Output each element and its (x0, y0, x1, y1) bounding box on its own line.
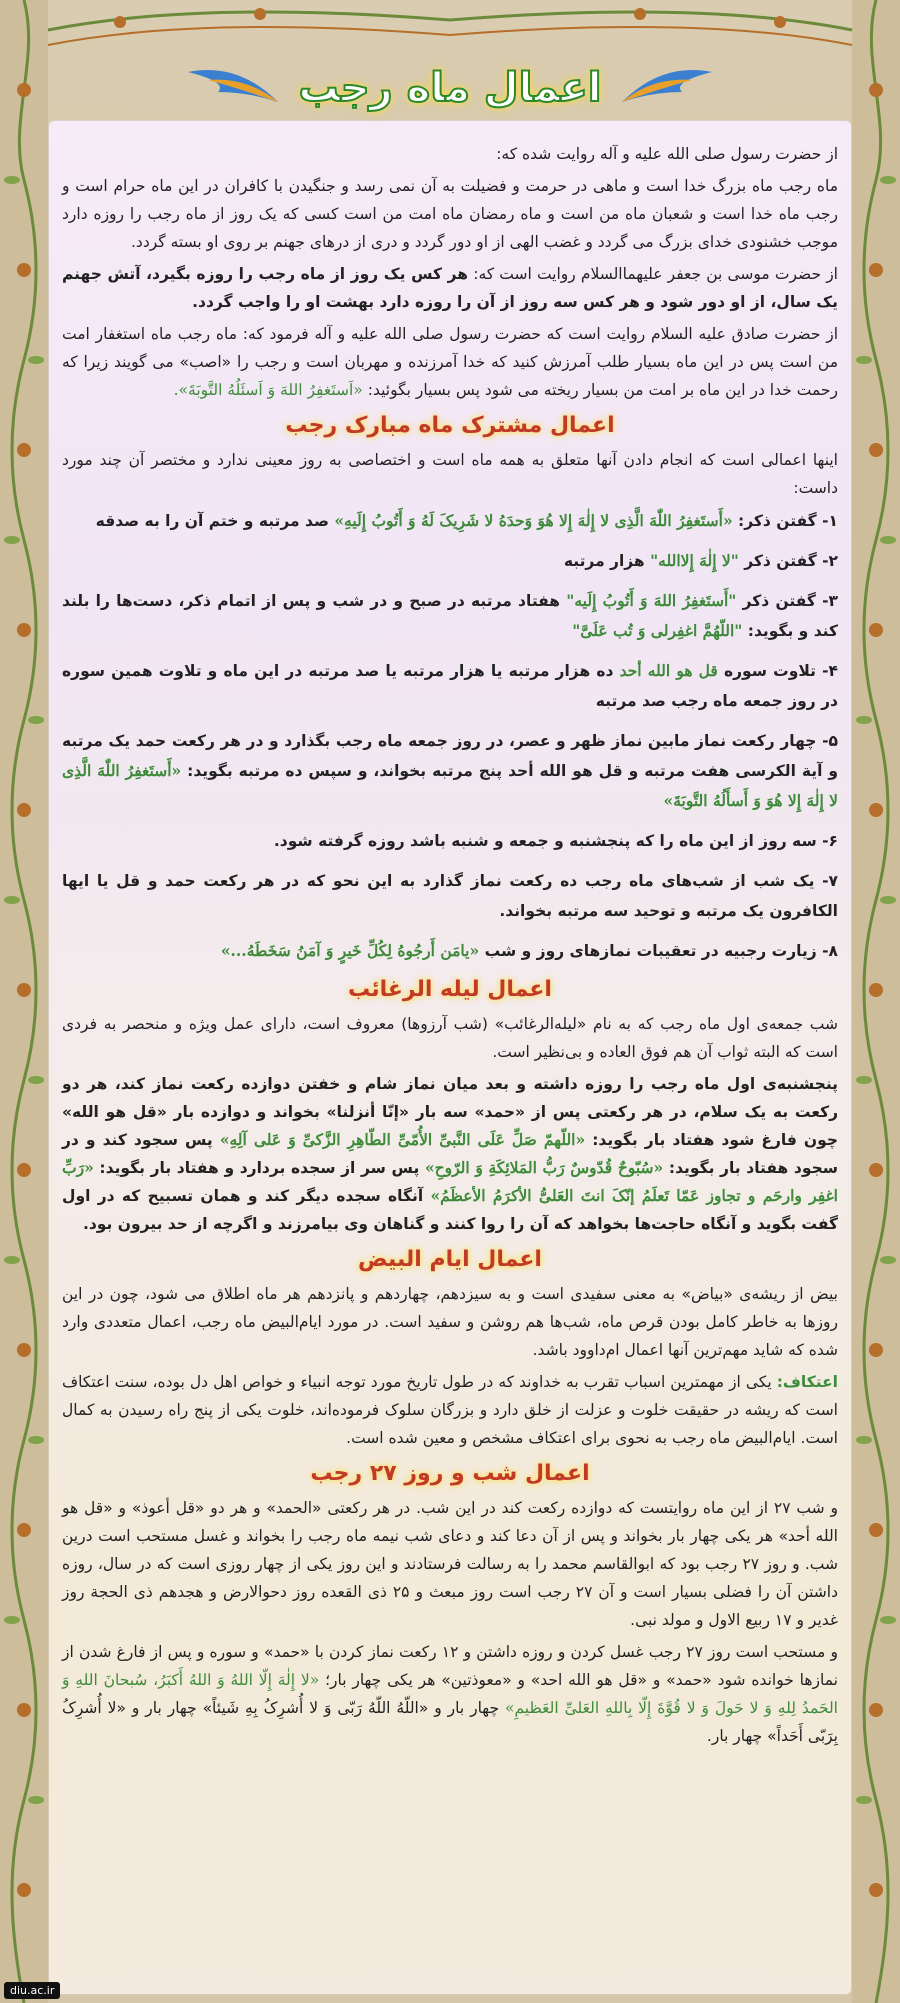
section2-paragraph-1: شب جمعه‌ی اول ماه رجب که به نام «لیله‌الرغائب» (شب آرزوها) معروف است، دارای عمل ویژه و منحصر به فردی است که البته ثواب آن هم فوق العاده و بی‌نظیر است. (62, 1015, 838, 1061)
list-item-6: ۶- سه روز از این ماه را که پنجشنبه و جمعه و شنبه باشد روزه گرفته شود. (273, 832, 838, 850)
list-item-2: ۲- گفتن ذکر "لا إِلٰهَ إِلاالله" هزار مرتبه (563, 551, 838, 570)
section1-lead: اینها اعمالی است که انجام دادن آنها متعلق به همه ماه است و اختصاصی به روز معینی ندارد و مختصر آن چند مورد داست: (62, 451, 838, 497)
section3-paragraph-1: بیض از ریشه‌ی «بیاض» به معنی سفیدی است و به سیزدهم، چهاردهم و پانزدهم هر ماه اطلاق می شود، چون در این روزها به خاطر کامل بودن قرص ماه، شب‌ها هم روشن و سفید است. در مورد ایام‌البیض ماه رجب، اعمال متعددی وارد شده که شاید مهم‌ترین آنها اعمال ام‌داوود باشد. (62, 1285, 838, 1359)
list-item-3: ۳- گفتن ذکر "أَستَغفِرُ اللهَ وَ أَتُوبُ إِلَیه" هفتاد مرتبه در صبح و در شب و پس از اتمام ذکر، دست‌ها را بلند کند و بگوید: "اللّهُمَّ اغفِرلی وَ تُب عَلَیَّ" (62, 591, 839, 640)
list-item-7: ۷- یک شب از شب‌های ماه رجب ده رکعت نماز گذارد به این نحو که در هر رکعت حمد و قل یا ایها الکافرون یک مرتبه و توحید سه مرتبه بخواند. (62, 872, 838, 920)
itikaf-label: اعتکاف: (776, 1373, 838, 1391)
right-floral-border (852, 0, 900, 2003)
section1-heading: اعمال مشترک ماه مبارک رجب (285, 413, 615, 438)
intro-p3-bold: هر کس یک روز از ماه رجب را روزه بگیرد، آتش جهنم یک سال، از او دور شود و هر کس سه روز از آن را روزه دارد بهشت او را واجب گردد. (62, 265, 838, 311)
intro-p4-dua: «اَستَغفِرُ اللهَ وَ اَسئَلُهُ التَّوبَةَ». (173, 381, 363, 399)
section1-list (62, 506, 838, 966)
main-content (62, 140, 838, 1754)
intro-line-1: از حضرت رسول صلی الله علیه و آله روایت شده که: (496, 145, 838, 163)
list-item-4: ۴- تلاوت سوره قل هو الله أحد ده هزار مرتبه یا هزار مرتبه یا صد مرتبه در این ماه و تلاوت همین سوره در روز جمعه ماه رجب صد مرتبه (62, 661, 838, 710)
site-logo: diu.ac.ir (4, 1982, 60, 1999)
section4-paragraph-1: و شب ۲۷ از این ماه روایتست که دوازده رکعت کند در این شب. در هر رکعتی «الحمد» و هر دو «قل أعوذ» و «قل هو الله أحد» هر یکی چهار بار بخواند و پس از آن دعا کند و دعای شب نیمه ماه رجب را بخواند و غسل مستحب است درین شب. و روز ۲۷ رجب بود که ابوالقاسم محمد را به رسالت فرستادند و این روز یکی از چهار روزی است که در سال، روزه داشتن آن را فضلی بسیار است و آن ۲۷ رجب است روز مبعث و ۲۵ ذی القعده روز دحوالارض و هجدهم ذی الحجة روز غدیر و ۱۷ ربیع الاول و مولد نبی. (62, 1499, 838, 1629)
left-floral-border (0, 0, 48, 2003)
title-container (0, 58, 900, 118)
intro-p3-start: از حضرت موسی بن جعفر علیهماالسلام روایت است که: (473, 265, 838, 283)
section4-heading: اعمال شب و روز ۲۷ رجب (310, 1461, 590, 1486)
list-item-8: ۸- زیارت رجبیه در تعقیبات نمازهای روز و شب «یامَن أَرجُوهُ لِکُلِّ خَیرٍ وَ آمَنُ سَخَطَهُ...» (220, 941, 838, 960)
section4-paragraph-2: و مستحب است روز ۲۷ رجب غسل کردن و روزه داشتن و ۱۲ رکعت نماز کردن با «حمد» و سوره و پس از فارغ شدن از نمازها خوانده شود «حمد» و «قل هو الله احد» و «معوذتین» هر یکی چهار بار؛ «لا إِلٰهَ إِلّا اللهُ وَ اللهُ أَکبَرُ، سُبحانَ اللهِ وَ الحَمدُ لِلهِ وَ لا حَولَ وَ لا قُوَّةَ إِلّا بِاللهِ العَلیِّ العَظیمِ» چهار بار و «اللّهُ اللّهُ رَبّی وَ لا أُشرِکُ بِهِ شَیئاً» چهار بار و «لا أُشرِکُ بِرَبّی أَحَداً» چهار بار. (62, 1643, 838, 1745)
intro-paragraph-2: ماه رجب ماه بزرگ خدا است و ماهی در حرمت و فضیلت به آن نمی رسد و جنگیدن با کافران در این ماه حرام است و رجب ماه خدا است و شعبان ماه من است و ماه رمضان ماه امت من است کسی که یک روز از ماه رجب را روزه دارد موجب خشنودی خدای بزرگ می گردد و غضب الهی از او دور گردد و دری از درهای جهنم بر روی او بسته گردد. (62, 177, 838, 251)
intro-p4-text: از حضرت صادق علیه السلام روایت است که حضرت رسول صلی الله علیه و آله فرمود که: ماه رجب ماه استغفار امت من است پس در این ماه بسیار طلب آمرزش کنید که خدا آمرزنده و مهربان است و رجب را «اصب» می گویند زیرا که رحمت خدا در این ماه بر امت من بسیار ریخته می شود پس بسیار بگوئید: (62, 325, 838, 399)
section3-paragraph-2: اعتکاف: یکی از مهمترین اسباب تقرب به خداوند که در طول تاریخ مورد توجه انبیاء و خواص اهل دل بوده، سنت اعتکاف است که ریشه در حقیقت خلوت و عزلت از خلق دارد و بزرگان سلوک فرموده‌اند، خلوت یکی از پنج راه رسیدن به کمال است. ایام‌البیض ماه رجب به نحوی برای اعتکاف مشخص و معین شده است. (62, 1373, 838, 1447)
page-title: اعمال ماه رجب (298, 65, 602, 111)
intro-paragraph-3 (62, 260, 838, 316)
intro-paragraph-4 (62, 320, 838, 404)
list-item-1: ۱- گفتن ذکر: «أَستَغفِرُ اللّٰهَ الَّذِی لا إِلٰهَ إِلا هُوَ وَحدَهُ لا شَرِیکَ لَهُ وَ أَتُوبُ إِلَیهِ» صد مرتبه و ختم آن را به صدقه (95, 511, 838, 530)
section3-heading: اعمال ایام البیض (358, 1247, 542, 1272)
section2-heading: اعمال لیله الرغائب (348, 977, 552, 1002)
list-item-5: ۵- چهار رکعت نماز مابین نماز ظهر و عصر، در روز جمعه ماه رجب بگذارد و در هر رکعت حمد یک مرتبه و آیة الکرسی هفت مرتبه و قل هو الله أحد پنج مرتبه بخواند، و سپس ده مرتبه بگوید: «أَستَغفِرُ اللّٰهَ الَّذِی لا إِلٰهَ إِلا هُوَ وَ أَسأَلُهُ التَّوبَةَ» (62, 732, 838, 810)
section2-paragraph-2: پنجشنبه‌ی اول ماه رجب را روزه داشته و بعد میان نماز شام و خفتن دوازده رکعت نماز کند، هر دو رکعت به یک سلام، در هر رکعتی پس از «حمد» سه بار «إنّا أنزلنا» بخواند و دوازده بار «قل هو الله» چون فارغ شود هفتاد بار بگوید: «اللّهمّ صَلِّ عَلَی النَّبیِّ الأُمّیِّ الطّاهِرِ الزَّکیِّ وَ عَلی آلِهِ» پس سجود کند و در سجود هفتاد بار بگوید: «سُبّوحٌ قُدّوسٌ رَبُّ المَلائِکَةِ وَ الرّوحِ» پس سر از سجده بردارد و هفتاد بار بگوید: «رَبِّ اغفِر وارحَم و تجاوز عَمّا تَعلَمُ إنّکَ انتَ العَلیُّ الأکرَمُ الأعظَمُ» آنگاه سجده دیگر کند و همان تسبیح که در اول گفت بگوید و آنگاه حاجت‌ها بخواهد که آن را روا کنند و گناهان وی بیامرزند و اگرچه از حد بیرون بود. (62, 1075, 839, 1233)
